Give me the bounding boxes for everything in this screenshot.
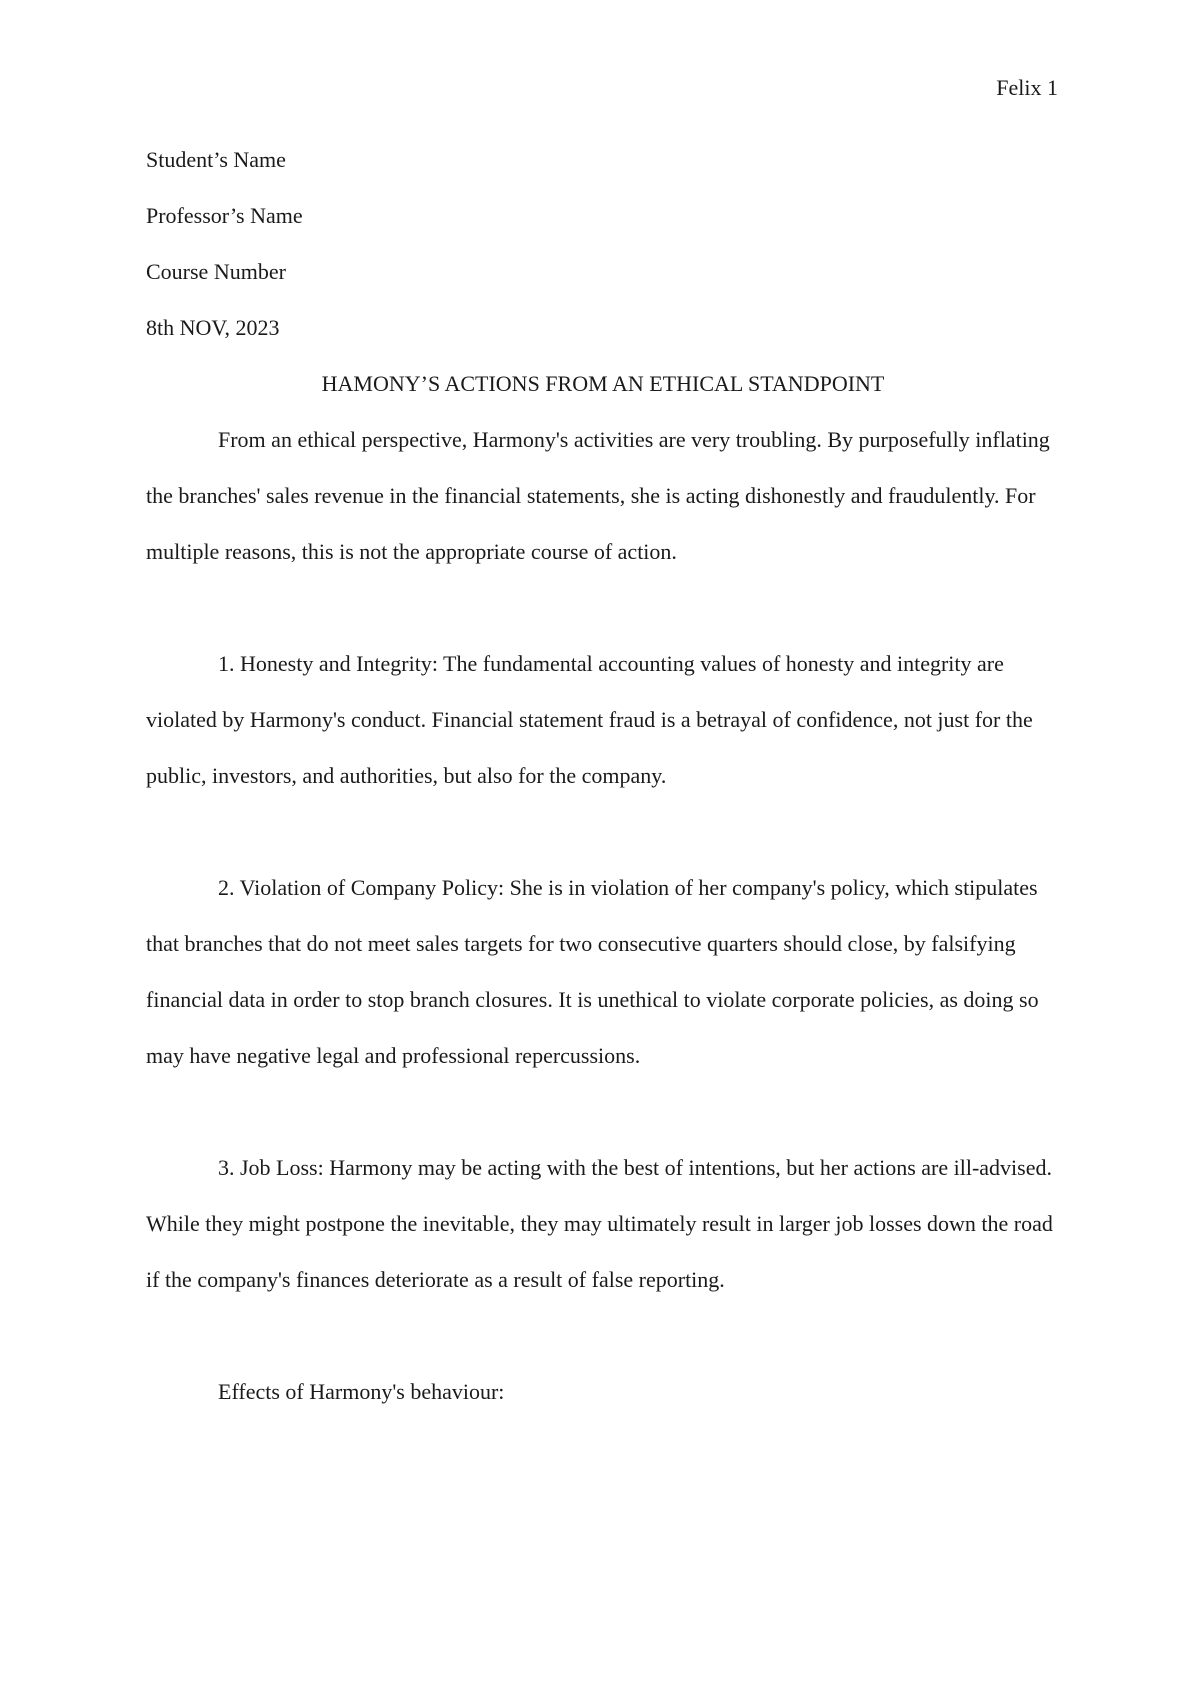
- professor-name: Professor’s Name: [146, 203, 303, 228]
- effects-heading: Effects of Harmony's behaviour:: [218, 1379, 505, 1404]
- point-job-loss: 3. Job Loss: Harmony may be acting with the best of intentions, but her actions are ill-advised. While they might postpone the inevitable, they may ultimately result in larger job losses down the road if the company's finances deteriorate as a result of false reporting.: [146, 1155, 1053, 1292]
- document-body: [146, 132, 1060, 1420]
- running-head: Felix 1: [996, 75, 1058, 100]
- course-number: Course Number: [146, 259, 286, 284]
- date: 8th NOV, 2023: [146, 315, 280, 340]
- student-name: Student’s Name: [146, 147, 286, 172]
- blank-line: [146, 580, 1060, 636]
- document-title: HAMONY’S ACTIONS FROM AN ETHICAL STANDPOINT: [321, 371, 885, 396]
- point-company-policy: 2. Violation of Company Policy: She is in violation of her company's policy, which stipulates that branches that do not meet sales targets for two consecutive quarters should close, by falsifying financial data in order to stop branch closures. It is unethical to violate corporate policies, as doing so may have negative legal and professional repercussions.: [146, 875, 1039, 1068]
- blank-line: [146, 804, 1060, 860]
- intro-paragraph: From an ethical perspective, Harmony's activities are very troubling. By purposefully inflating the branches' sales revenue in the financial statements, she is acting dishonestly and fraudulently. For multiple reasons, this is not the appropriate course of action.: [146, 427, 1050, 564]
- blank-line: [146, 1308, 1060, 1364]
- point-honesty-integrity: 1. Honesty and Integrity: The fundamental accounting values of honesty and integrity are violated by Harmony's conduct. Financial statement fraud is a betrayal of confidence, not just for the public, investors, and authorities, but also for the company.: [146, 651, 1033, 788]
- blank-line: [146, 1084, 1060, 1140]
